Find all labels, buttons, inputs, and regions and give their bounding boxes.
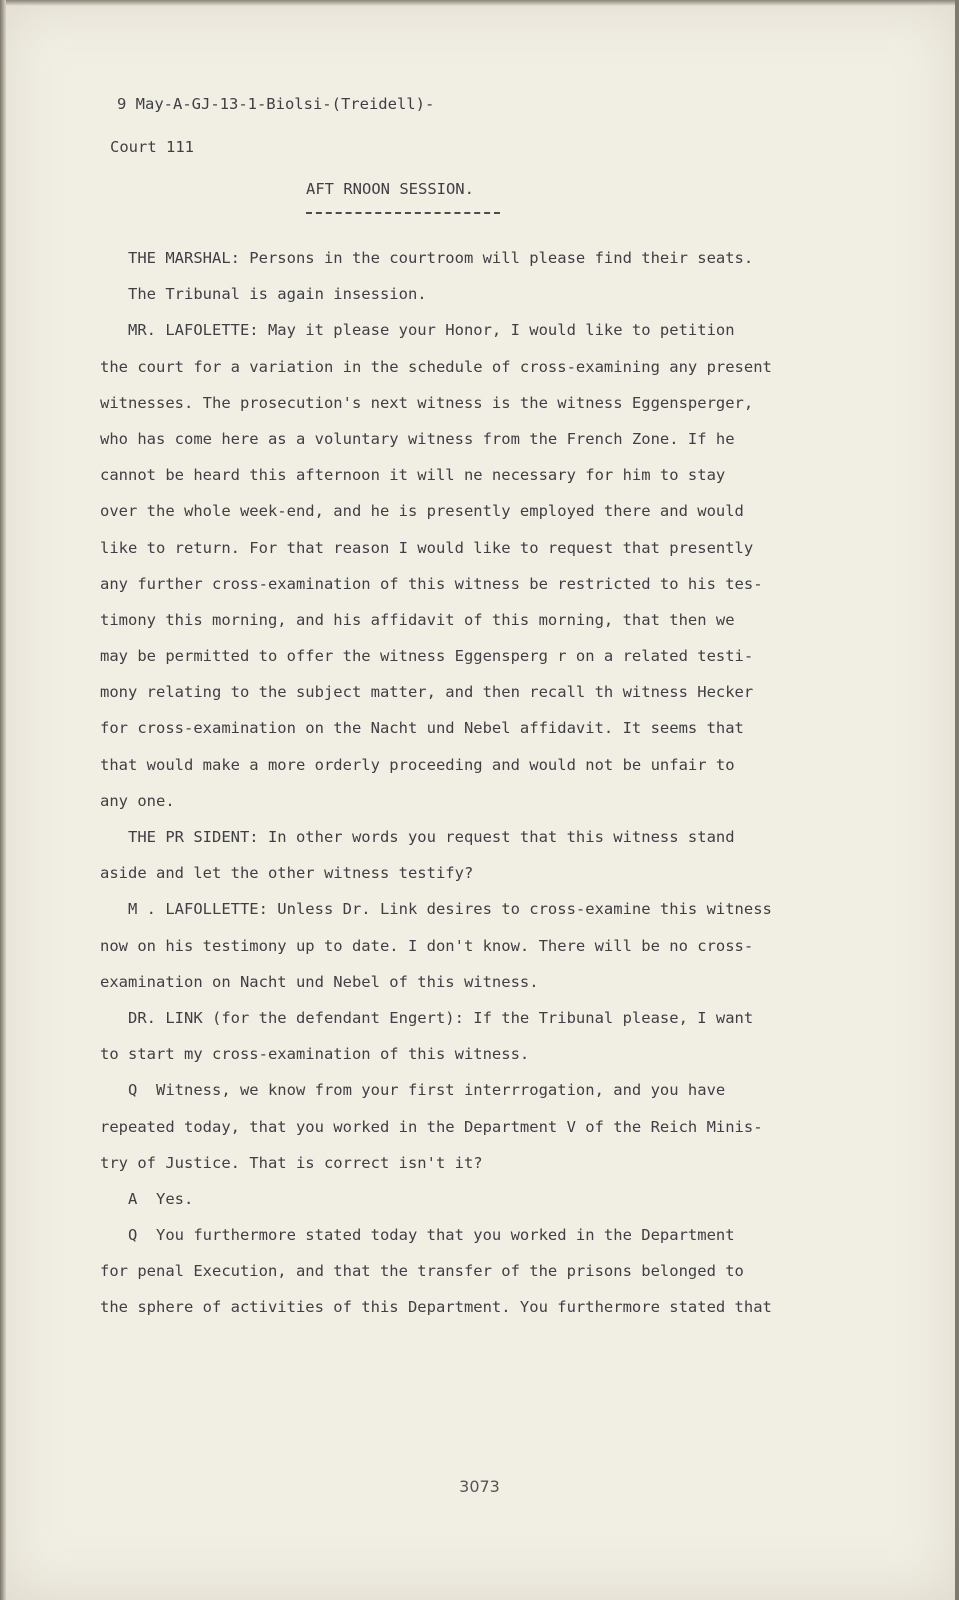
transcript-line: M . LAFOLLETTE: Unless Dr. Link desires to cross-examine this witness [100, 900, 772, 919]
transcript-line: The Tribunal is again insession. [100, 285, 427, 304]
transcript-line: A Yes. [100, 1189, 194, 1208]
transcript-line: mony relating to the subject matter, and then recall th witness Hecker [100, 683, 754, 702]
transcript-line: THE MARSHAL: Persons in the courtroom will please find their seats. [100, 249, 754, 267]
transcript-line: try of Justice. That is correct isn't it? [100, 1153, 483, 1172]
transcript-line: cannot be heard this afternoon it will ne necessary for him to stay [100, 466, 726, 485]
transcript-line: for cross-examination on the Nacht und Nebel affidavit. It seems that [100, 719, 744, 738]
transcript-body [100, 240, 860, 1326]
transcript-line: aside and let the other witness testify? [100, 864, 474, 883]
transcript-line: any further cross-examination of this witness be restricted to his tes- [100, 574, 763, 593]
transcript-line: for penal Execution, and that the transfer of the prisons belonged to [100, 1262, 744, 1281]
transcript-line: Q Witness, we know from your first interrrogation, and you have [100, 1081, 726, 1100]
transcript-line: the court for a variation in the schedule of cross-examining any present [100, 357, 772, 376]
transcript-line: now on his testimony up to date. I don't know. There will be no cross- [100, 936, 754, 955]
page-top-edge [0, 0, 959, 6]
transcript-line: the sphere of activities of this Department. You furthermore stated that [100, 1298, 772, 1317]
page-left-edge [0, 0, 6, 1600]
document-reference: 9 May-A-GJ-13-1-Biolsi-(Treidell)- [117, 95, 435, 113]
transcript-line: who has come here as a voluntary witness from the French Zone. If he [100, 429, 735, 448]
transcript-line: THE PR SIDENT: In other words you request that this witness stand [100, 828, 735, 846]
transcript-line: examination on Nacht und Nebel of this witness. [100, 972, 539, 991]
transcript-line: over the whole week-end, and he is presently employed there and would [100, 502, 744, 521]
transcript-line: Q You furthermore stated today that you worked in the Department [100, 1226, 735, 1245]
title-underline [306, 212, 500, 214]
session-title: AFT RNOON SESSION. [306, 180, 474, 198]
transcript-line: to start my cross-examination of this witness. [100, 1045, 530, 1064]
transcript-line: like to return. For that reason I would like to request that presently [100, 538, 754, 557]
transcript-line: repeated today, that you worked in the Department V of the Reich Minis- [100, 1117, 763, 1136]
transcript-line: MR. LAFOLETTE: May it please your Honor, I would like to petition [100, 321, 735, 340]
transcript-line: witnesses. The prosecution's next witness is the witness Eggensperger, [100, 393, 754, 412]
page-number: 3073 [459, 1477, 500, 1496]
transcript-line: that would make a more orderly proceeding and would not be unfair to [100, 755, 735, 774]
page-right-edge [955, 0, 959, 1600]
court-number: Court 111 [110, 138, 194, 156]
transcript-line: DR. LINK (for the defendant Engert): If the Tribunal please, I want [100, 1008, 754, 1027]
transcript-line: timony this morning, and his affidavit of this morning, that then we [100, 610, 735, 629]
transcript-line: any one. [100, 791, 175, 810]
transcript-line: may be permitted to offer the witness Eggensperg r on a related testi- [100, 647, 754, 666]
